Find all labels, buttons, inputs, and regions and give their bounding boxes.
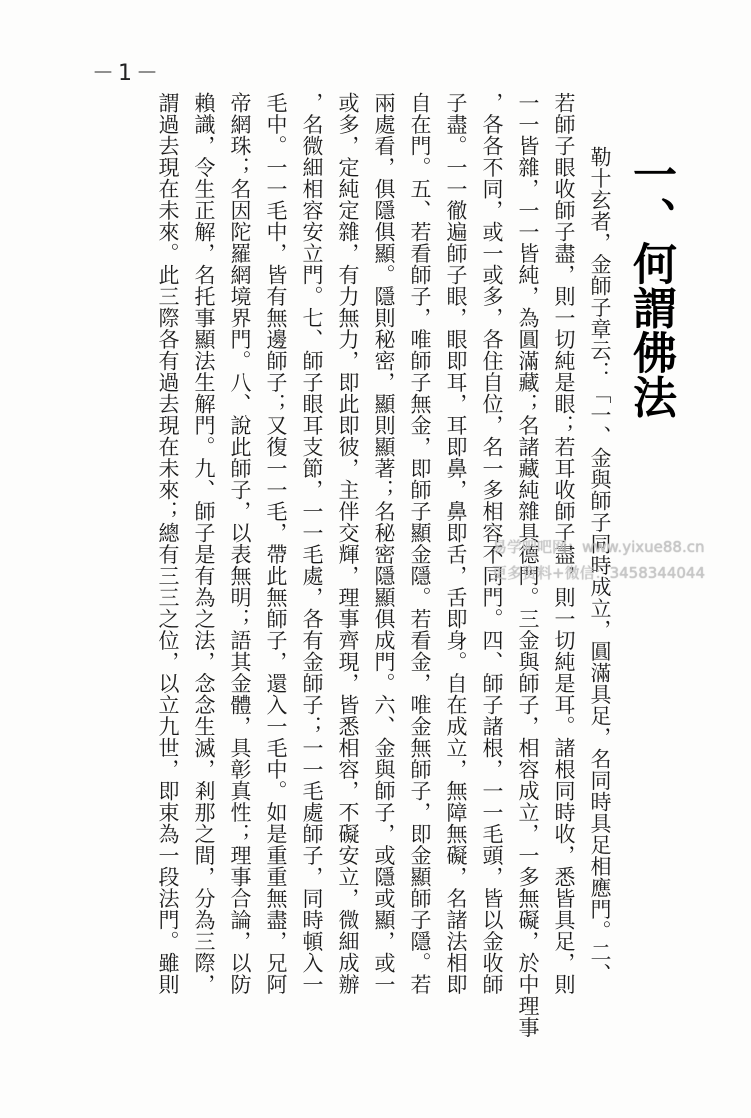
vertical-text-block	[82, 92, 682, 1084]
text-column-9: ，名微細相容安立門。七、師子眼耳支節，一一毛處，各有金師子；一一毛處師子，同時頓入一	[300, 92, 324, 995]
text-column-7: 兩處看，俱隱俱顯。隱則秘密，顯則顯著；名秘密隱顯俱成門。六、金與師子，或隱或顯，或一	[372, 92, 396, 995]
text-column-1: 勒十玄者，金師子章云：「一、金與師子同時成立，圓滿具足，名同時具足相應門。二、	[588, 146, 612, 985]
page-number: －1－	[92, 61, 162, 86]
text-column-6: 自在門。五、若看師子，唯師子無金，即師子顯金隱。若看金，唯金無師子，即金顯師子隱。若	[408, 92, 432, 995]
text-column-10: 毛中。一一毛中，皆有無邊師子；又復一一毛，帶此無師子，還入一毛中。如是重重無盡，兄阿	[264, 92, 288, 995]
text-column-4: ，各各不同，或一或多，各住自位，名一多相容不同門。四、師子諸根，一一毛頭，皆以金收師	[480, 92, 504, 995]
text-column-2: 若師子眼收師子盡，則一切純是眼；若耳收師子盡，則一切純是耳。諸根同時收，悉皆具足，則	[552, 92, 576, 995]
watermark-line-1: 易学吧吧网：www.yixue88.cn	[492, 538, 705, 556]
watermark-line-2: 更多资料+微信：3458344044	[492, 564, 706, 582]
chapter-title: 一、何謂佛法	[625, 152, 676, 419]
text-column-12: 賴識，令生正解，名托事顯法生解門。九、師子是有為之法，念念生滅，剎那之間，分為三際，	[192, 92, 216, 995]
text-column-8: 或多，定純定雜，有力無力，即此即彼，主伴交輝，理事齊現，皆悉相容，不礙安立，微細成辦	[336, 92, 360, 995]
text-column-5: 子盡。一一徹遍師子眼，眼即耳，耳即鼻，鼻即舌，舌即身。自在成立，無障無礙，名諸法相即	[444, 92, 468, 995]
text-column-11: 帝網珠；名因陀羅網境界門。八、說此師子，以表無明；語其金體，具彰真性；理事合論，以防	[228, 92, 252, 995]
text-column-13: 謂過去現在未來。此三際各有過去現在未來；總有三三之位，以立九世，即束為一段法門。雖則	[156, 92, 180, 995]
text-column-3: 一一皆雜，一一皆純，為圓滿藏；名諸藏純雜具德門。三金與師子，相容成立，一多無礙，於中理事	[516, 92, 540, 1038]
